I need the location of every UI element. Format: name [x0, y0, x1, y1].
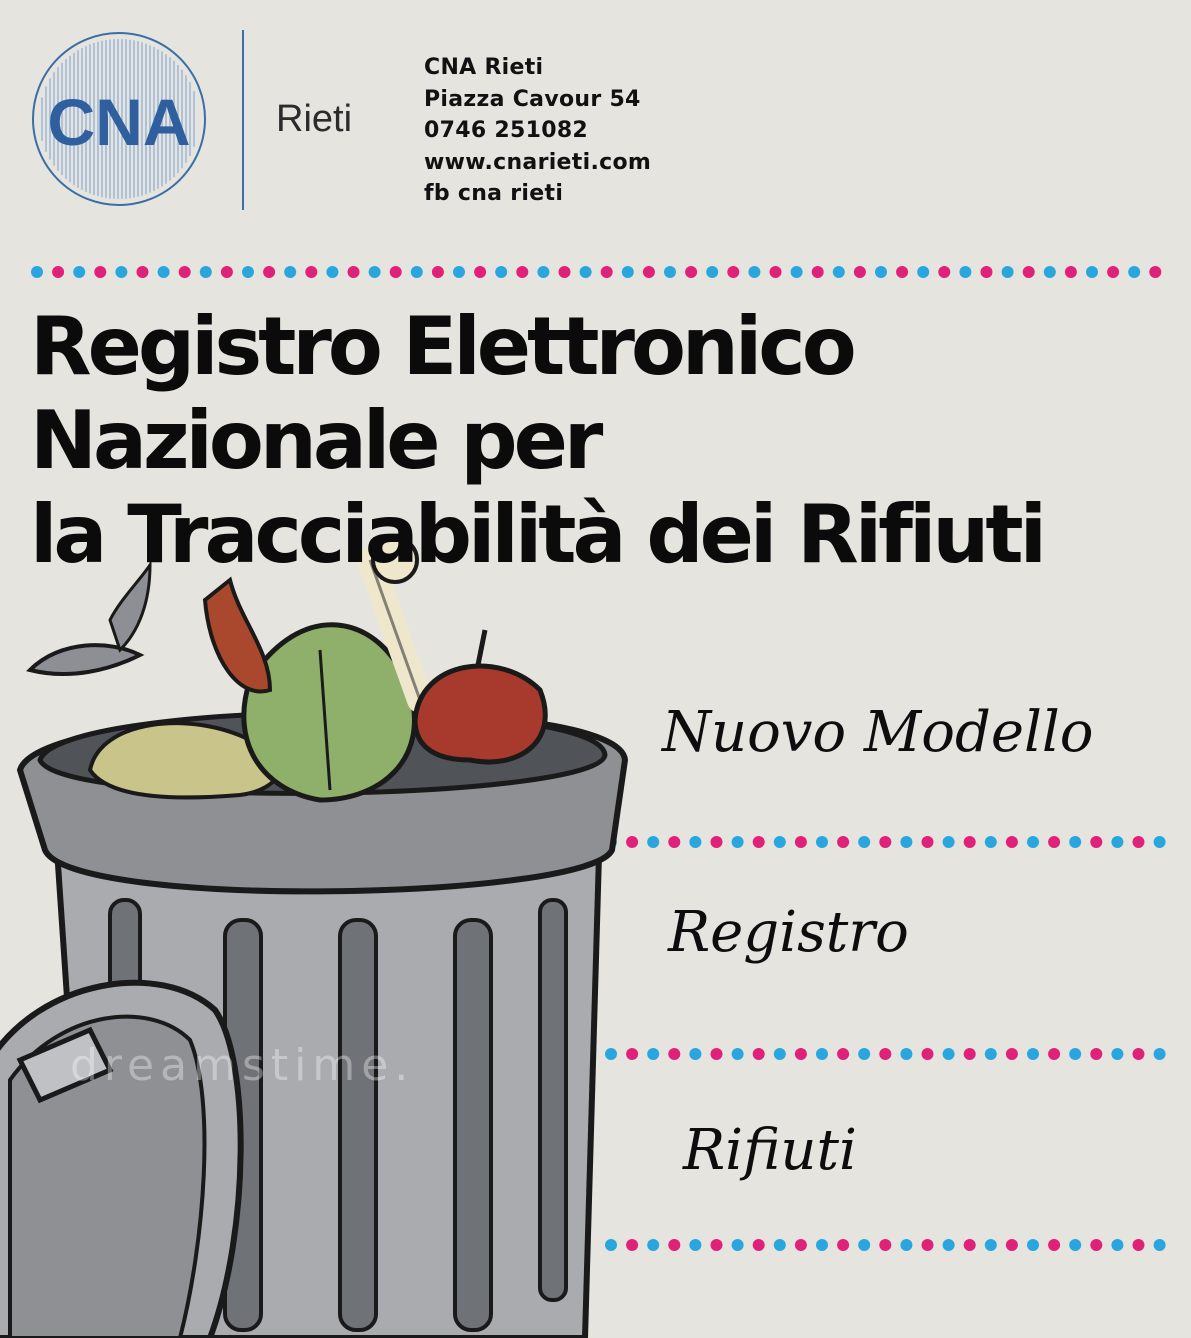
separator-dot — [1107, 266, 1119, 278]
contact-name: CNA Rieti — [424, 55, 544, 80]
separator-dot — [94, 266, 106, 278]
separator-dot — [985, 1239, 997, 1251]
separator-dot — [711, 836, 723, 848]
menu-item-registro[interactable]: Registro — [668, 900, 909, 965]
separator-dot — [453, 266, 465, 278]
separator-dot — [1154, 836, 1166, 848]
cna-logo — [30, 30, 208, 208]
separator-dot — [732, 1048, 744, 1060]
separator-dot — [774, 1239, 786, 1251]
separator-dot — [685, 266, 697, 278]
separator-dot — [668, 836, 680, 848]
separator-dot — [837, 836, 849, 848]
separator-dot — [795, 1048, 807, 1060]
separator-dot — [753, 836, 765, 848]
separator-dot — [943, 836, 955, 848]
watermark: dreamstime. — [70, 1040, 415, 1091]
separator-dot — [770, 266, 782, 278]
separator-dot — [137, 266, 149, 278]
separator-dot — [711, 1048, 723, 1060]
separator-dot — [879, 1239, 891, 1251]
dotted-separator-2 — [604, 1047, 1170, 1061]
separator-dot — [964, 836, 976, 848]
separator-dot — [981, 266, 993, 278]
separator-dot — [1069, 836, 1081, 848]
separator-dot — [917, 266, 929, 278]
trash-can-illustration — [0, 540, 660, 1338]
separator-dot — [1044, 266, 1056, 278]
contact-website[interactable]: www.cnarieti.com — [424, 149, 652, 175]
separator-dot — [369, 266, 381, 278]
separator-dot — [900, 1239, 912, 1251]
separator-dot — [858, 836, 870, 848]
separator-dot — [689, 836, 701, 848]
separator-dot — [748, 266, 760, 278]
separator-dot — [964, 1239, 976, 1251]
separator-dot — [706, 266, 718, 278]
separator-dot — [922, 1239, 934, 1251]
separator-dot — [305, 266, 317, 278]
separator-dot — [816, 1239, 828, 1251]
separator-dot — [1048, 836, 1060, 848]
separator-dot — [732, 836, 744, 848]
title-line-3: la Tracciabilità dei Rifiuti — [30, 488, 1043, 581]
separator-dot — [816, 1048, 828, 1060]
separator-dot — [854, 266, 866, 278]
separator-dot — [115, 266, 127, 278]
separator-dot — [943, 1239, 955, 1251]
separator-dot — [1065, 266, 1077, 278]
separator-dot — [516, 266, 528, 278]
separator-dot — [938, 266, 950, 278]
contact-phone: 0746 251082 — [424, 118, 589, 143]
separator-dot — [31, 266, 43, 278]
separator-dot — [1090, 1048, 1102, 1060]
separator-dot — [601, 266, 613, 278]
separator-dot — [1006, 1048, 1018, 1060]
separator-dot — [348, 266, 360, 278]
separator-dot — [964, 1048, 976, 1060]
separator-dot — [959, 266, 971, 278]
separator-dot — [985, 1048, 997, 1060]
page-title — [30, 300, 1180, 582]
separator-dot — [816, 836, 828, 848]
separator-dot — [1090, 836, 1102, 848]
separator-dot — [200, 266, 212, 278]
separator-dot — [1006, 1239, 1018, 1251]
separator-dot — [537, 266, 549, 278]
separator-dot — [774, 836, 786, 848]
separator-dot — [179, 266, 191, 278]
separator-dot — [664, 266, 676, 278]
separator-dot — [622, 266, 634, 278]
dotted-separator-top — [30, 265, 1170, 279]
separator-dot — [559, 266, 571, 278]
separator-dot — [1128, 266, 1140, 278]
separator-dot — [1111, 1048, 1123, 1060]
separator-dot — [791, 266, 803, 278]
menu-item-nuovo-modello[interactable]: Nuovo Modello — [662, 700, 1094, 765]
separator-dot — [668, 1239, 680, 1251]
separator-dot — [774, 1048, 786, 1060]
separator-dot — [52, 266, 64, 278]
separator-dot — [900, 836, 912, 848]
dotted-separator-1 — [604, 835, 1170, 849]
separator-dot — [837, 1048, 849, 1060]
separator-dot — [689, 1239, 701, 1251]
separator-dot — [727, 266, 739, 278]
separator-dot — [432, 266, 444, 278]
separator-dot — [411, 266, 423, 278]
logo-city: Rieti — [276, 98, 353, 140]
separator-dot — [1069, 1048, 1081, 1060]
separator-dot — [263, 266, 275, 278]
separator-dot — [812, 266, 824, 278]
separator-dot — [1133, 1239, 1145, 1251]
separator-dot — [643, 266, 655, 278]
separator-dot — [1027, 836, 1039, 848]
separator-dot — [1111, 1239, 1123, 1251]
separator-dot — [858, 1239, 870, 1251]
separator-dot — [73, 266, 85, 278]
separator-dot — [922, 836, 934, 848]
separator-dot — [689, 1048, 701, 1060]
separator-dot — [879, 836, 891, 848]
separator-dot — [900, 1048, 912, 1060]
separator-dot — [1086, 266, 1098, 278]
separator-dot — [1006, 836, 1018, 848]
separator-dot — [668, 1048, 680, 1060]
title-line-2: Nazionale per — [30, 394, 600, 487]
separator-dot — [1133, 836, 1145, 848]
separator-dot — [474, 266, 486, 278]
contact-address: Piazza Cavour 54 — [424, 86, 641, 112]
separator-dot — [1023, 266, 1035, 278]
separator-dot — [1048, 1239, 1060, 1251]
separator-dot — [837, 1239, 849, 1251]
separator-dot — [326, 266, 338, 278]
separator-dot — [795, 1239, 807, 1251]
separator-dot — [1149, 266, 1161, 278]
separator-dot — [732, 1239, 744, 1251]
separator-dot — [795, 836, 807, 848]
separator-dot — [221, 266, 233, 278]
separator-dot — [922, 1048, 934, 1060]
separator-dot — [1154, 1239, 1166, 1251]
separator-dot — [580, 266, 592, 278]
separator-dot — [1154, 1048, 1166, 1060]
separator-dot — [753, 1048, 765, 1060]
logo-divider — [242, 30, 244, 210]
separator-dot — [896, 266, 908, 278]
separator-dot — [879, 1048, 891, 1060]
separator-dot — [1133, 1048, 1145, 1060]
menu-item-rifiuti[interactable]: Rifiuti — [683, 1118, 857, 1183]
separator-dot — [711, 1239, 723, 1251]
separator-dot — [1069, 1239, 1081, 1251]
separator-dot — [242, 266, 254, 278]
separator-dot — [1027, 1048, 1039, 1060]
separator-dot — [875, 266, 887, 278]
separator-dot — [158, 266, 170, 278]
title-line-1: Registro Elettronico — [30, 300, 853, 393]
dotted-separator-3 — [604, 1238, 1170, 1252]
separator-dot — [1048, 1048, 1060, 1060]
separator-dot — [943, 1048, 955, 1060]
contact-info — [424, 52, 651, 210]
separator-dot — [1027, 1239, 1039, 1251]
separator-dot — [753, 1239, 765, 1251]
separator-dot — [495, 266, 507, 278]
separator-dot — [284, 266, 296, 278]
separator-dot — [985, 836, 997, 848]
separator-dot — [1090, 1239, 1102, 1251]
separator-dot — [1111, 836, 1123, 848]
contact-social[interactable]: fb cna rieti — [424, 181, 564, 206]
separator-dot — [858, 1048, 870, 1060]
logo-text: CNA — [47, 85, 191, 159]
separator-dot — [390, 266, 402, 278]
separator-dot — [1002, 266, 1014, 278]
separator-dot — [833, 266, 845, 278]
